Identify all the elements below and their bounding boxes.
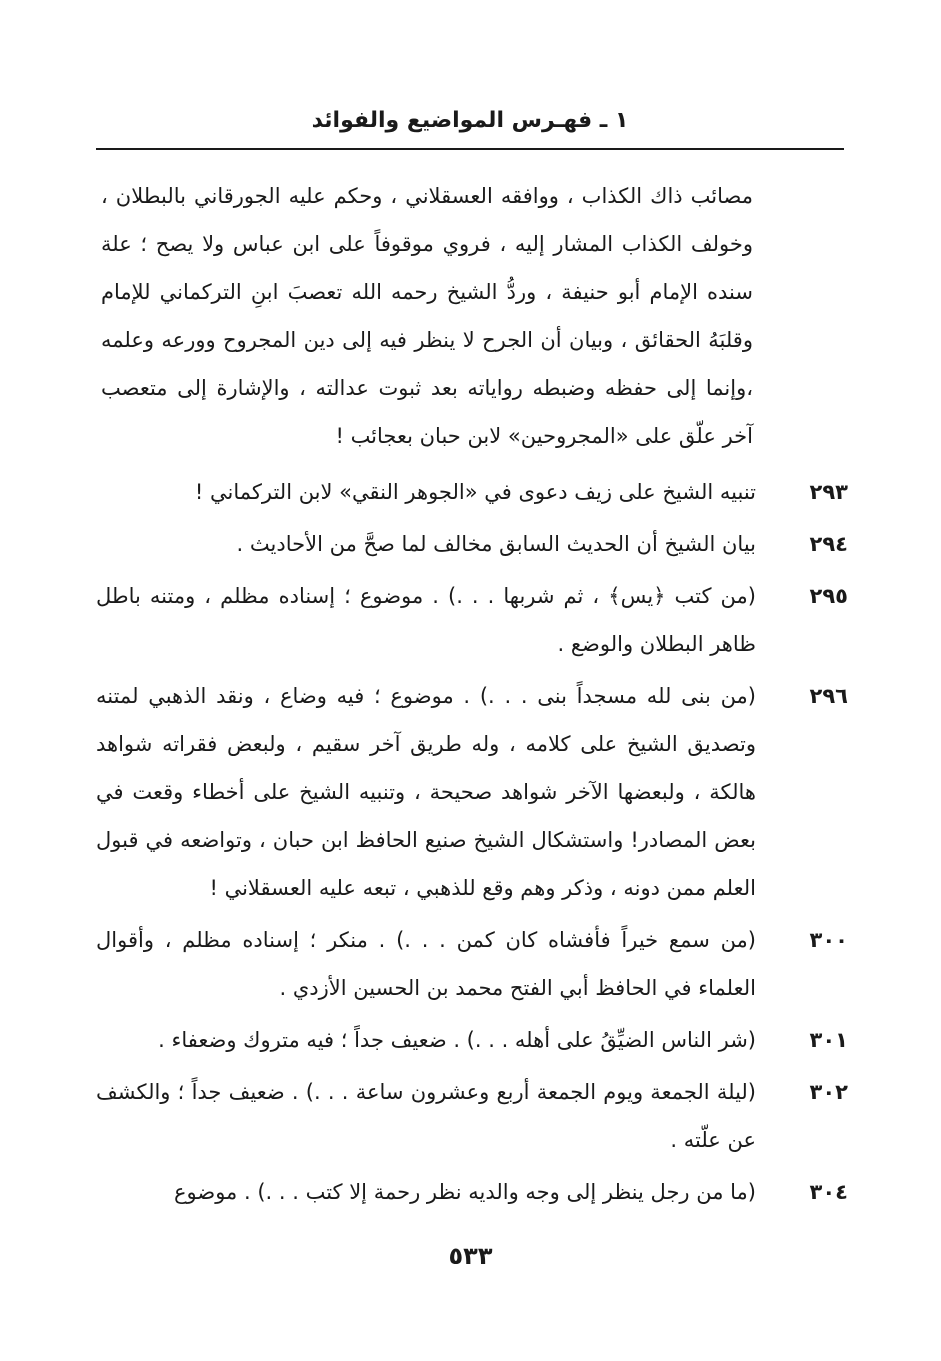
intro-paragraph-text: مصائب ذاك الكذاب ، ووافقه العسقلاني ، وحكم عليه الجورقاني بالبطلان ، وخولف الكذاب المشار إليه ، فروي موقوفاً على ابن عباس ولا يصح ؛ علة سنده الإمام أبو حنيفة ، وردُّ الشيخ رحمه الله تعصبَ ابنِ التركماني للإمام وقلبَهُ الحقائق ، وبيان أن الجرح لا ينظر فيه إلى دين المجروح وورعه وعلمه ،وإنما إلى حفظه وضبطه رواياته بعد ثبوت عدالته ، والإشارة إلى متعصب آخر علّق على «المجروحين» لابن حبان بعجائب ! xyxy=(101,184,753,448)
index-entry xyxy=(96,1068,848,1164)
index-entry xyxy=(96,1168,848,1216)
intro-paragraph xyxy=(101,172,753,460)
entry-number: ٣٠٢ xyxy=(809,1080,848,1104)
index-entry xyxy=(96,916,848,1012)
entry-number: ٢٩٦ xyxy=(809,684,848,708)
index-entry xyxy=(96,1016,848,1064)
index-entry xyxy=(96,572,848,668)
entry-text: (من كتب ﴿يس﴾ ، ثم شربها . . .) . موضوع ؛ إسناده مظلم ، ومتنه باطل ظاهر البطلان والوضع . xyxy=(96,584,756,656)
entry-text: (من بنى لله مسجداً بنى . . .) . موضوع ؛ فيه وضاع ، ونقد الذهبي لمتنه وتصديق الشيخ على كلامه ، وله طريق آخر سقيم ، ولبعض فقراته شواهد هالكة ، ولبعضها الآخر شواهد صحيحة ، وتنبيه الشيخ على أخطاء وقعت في بعض المصادر! واستشكال الشيخ صنيع الحافظ ابن حبان ، وتواضعه في قبول العلم ممن دونه ، وذكر وهم وقع للذهبي ، تبعه عليه العسقلاني ! xyxy=(96,684,756,900)
entry-text: (من سمع خيراً فأفشاه كان كمن . . .) . منكر ؛ إسناده مظلم ، وأقوال العلماء في الحافظ أبي الفتح محمد بن الحسين الأزدي . xyxy=(96,928,756,1000)
entry-text: (ليلة الجمعة ويوم الجمعة أربع وعشرون ساعة . . .) . ضعيف جداً ؛ والكشف عن علّته . xyxy=(96,1080,756,1152)
entry-number: ٢٩٤ xyxy=(809,532,848,556)
entry-text: بيان الشيخ أن الحديث السابق مخالف لما صحَّ من الأحاديث . xyxy=(236,532,756,556)
page-number: ٥٣٣ xyxy=(448,1242,493,1270)
entry-text: تنبيه الشيخ على زيف دعوى في «الجوهر النقي» لابن التركماني ! xyxy=(194,480,756,504)
running-header: ١ ـ فهـرس المواضيع والفوائد xyxy=(311,108,629,133)
entry-number: ٢٩٣ xyxy=(809,480,848,504)
index-entry xyxy=(96,520,848,568)
entry-text: (شر الناس الضيِّقُ على أهله . . .) . ضعيف جداً ؛ فيه متروك وضعفاء . xyxy=(158,1028,756,1052)
index-entry xyxy=(96,468,848,516)
index-entries xyxy=(96,468,848,1220)
header-divider xyxy=(96,148,844,150)
entry-text: (ما من رجل ينظر إلى وجه والديه نظر رحمة إلا كتب . . .) . موضوع xyxy=(174,1180,756,1204)
entry-number: ٣٠١ xyxy=(809,1028,848,1052)
entry-number: ٢٩٥ xyxy=(809,584,848,608)
entry-number: ٣٠٤ xyxy=(809,1180,848,1204)
index-entry xyxy=(96,672,848,912)
entry-number: ٣٠٠ xyxy=(809,928,848,952)
